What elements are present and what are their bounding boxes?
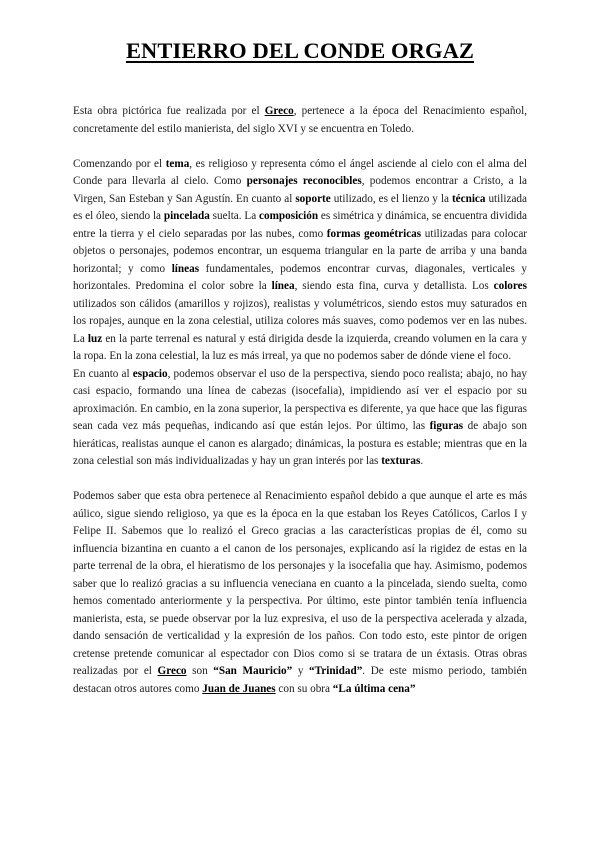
paragraph-analysis xyxy=(73,156,527,366)
work-ultima-cena: “La última cena” xyxy=(332,682,416,695)
keyword-pincelada: pincelada xyxy=(163,210,210,222)
text-run: . xyxy=(420,455,424,467)
page-title: ENTIERRO DEL CONDE ORGAZ xyxy=(125,38,475,63)
document-body xyxy=(73,103,527,698)
text-run: utilizadas para colocar objetos o personajes, podemos encontrar, un esquema triangular en la parte de arriba y una banda horizontal; y como xyxy=(73,227,528,275)
text-run: , siendo esta fina, curva y detallista. Los xyxy=(294,280,494,292)
paragraph-context xyxy=(73,488,527,698)
text-run: , podemos observar el uso de la perspectiva, siendo poco realista; abajo, no hay casi espacio, formando una línea de cabezas (isocefalia), impidiendo así ver el espacio por su aproximación. En cambio, en la zona superior, la perspectiva es diferente, ya que hace que las figuras sean cada vez más pequeñas, indicando así que están lejos. Por último, las xyxy=(73,367,527,432)
keyword-tema: tema xyxy=(165,157,190,170)
keyword-linea: línea xyxy=(271,280,295,292)
keyword-figuras: figuras xyxy=(429,420,464,432)
text-run: Esta obra pictórica fue realizada por el xyxy=(73,105,265,117)
text-run: utilizados son cálidos (amarillos y rojizos), realistas y volumétricos, siendo estos muy saturados en los ropajes, aunque en la zona celestial, utiliza colores más suaves, como podemos ver en las nubes. La xyxy=(73,297,527,345)
text-run: . De este mismo periodo, también destacan otros autores como xyxy=(73,665,528,695)
text-run: suelta. La xyxy=(209,210,260,222)
keyword-soporte: soporte xyxy=(295,192,331,205)
keyword-formas: formas geométricas xyxy=(326,227,422,240)
text-run: , podemos encontrar a Cristo, a la Virgen, San Esteban y San Agustín. En cuanto al xyxy=(73,175,527,205)
keyword-luz: luz xyxy=(87,332,103,345)
text-run: es simétrica y dinámica, se encuentra dividida entre la tierra y el cielo separadas por las nubes, como xyxy=(73,210,527,240)
paragraph-space xyxy=(73,366,527,471)
text-run: En cuanto al xyxy=(73,367,133,380)
work-trinidad: “Trinidad” xyxy=(309,665,363,677)
paragraph-intro xyxy=(73,103,527,138)
keyword-composicion: composición xyxy=(259,210,319,222)
keyword-lineas: líneas xyxy=(171,262,200,275)
keyword-personajes: personajes reconocibles xyxy=(246,175,362,187)
work-san-mauricio: “San Mauricio” xyxy=(213,665,293,677)
keyword-greco: Greco xyxy=(157,665,187,677)
text-run: fundamentales, podemos encontrar curvas, diagonales, verticales y horizontales. Predomina el color sobre la xyxy=(73,262,527,292)
text-run: de abajo son hieráticas, realistas aunque el canon es alargado; dinámicas, la postura es estable; mientras que en la zona celestial son más individualizadas y hay un gran interés por las xyxy=(73,420,528,467)
keyword-tecnica: técnica xyxy=(451,192,486,205)
text-run: y xyxy=(292,665,310,677)
text-run: utilizada es el óleo, siendo la xyxy=(73,192,527,222)
text-run: son xyxy=(186,665,214,677)
text-run: con su obra xyxy=(275,682,333,695)
keyword-espacio: espacio xyxy=(132,367,168,380)
text-run: , pertenece a la época del Renacimiento español, concretamente del estilo manierista, del siglo XVI y se encuentra en Toledo. xyxy=(73,105,527,135)
text-run: Comenzando por el xyxy=(73,157,166,170)
keyword-colores: colores xyxy=(493,280,527,292)
text-run: Podemos saber que esta obra pertenece al Renacimiento español debido a que aunque el arte es más aúlico, sigue siendo religioso, ya que es la época en la que estaban los Reyes Católicos, Carlos I y Felipe II. Sabemos que lo realizó el Greco gracias a las características propias de él, como su influencia bizantina en cuanto a el canon de los personajes, explicando así la rigidez de estas en la parte terrenal de la obra, el hieratismo de los personajes y la isocefalia que hay. Asimismo, podemos saber que lo realizó gracias a su influencia veneciana en cuanto a la pincelada, siendo suelta, como hemos comentado anteriormente y la perspectiva. Por último, este pintor también tenía influencia manierista, esta, se puede observar por la luz expresiva, el uso de la perspectiva acelerada y alzada, dando sensación de verticalidad y la expresión de los paños. Con todo esto, este pintor de origen cretense pretende comunicar al espectador con Dios como si se tratara de un éxtasis. Otras obras realizadas por el xyxy=(73,490,527,677)
keyword-greco: Greco xyxy=(264,105,294,117)
keyword-texturas: texturas xyxy=(381,455,421,467)
text-run: en la parte terrenal es natural y está dirigida desde la izquierda, creando volumen en la cara y la ropa. En la zona celestial, la luz es más irreal, ya que no podemos saber de dónde viene el foco. xyxy=(73,332,527,362)
text-run: , es religioso y representa cómo el ángel asciende al cielo con el alma del Conde para llevarla al cielo. Como xyxy=(73,157,527,187)
author-juan-de-juanes: Juan de Juanes xyxy=(202,682,276,695)
text-run: utilizado, es el lienzo y la xyxy=(330,192,452,205)
